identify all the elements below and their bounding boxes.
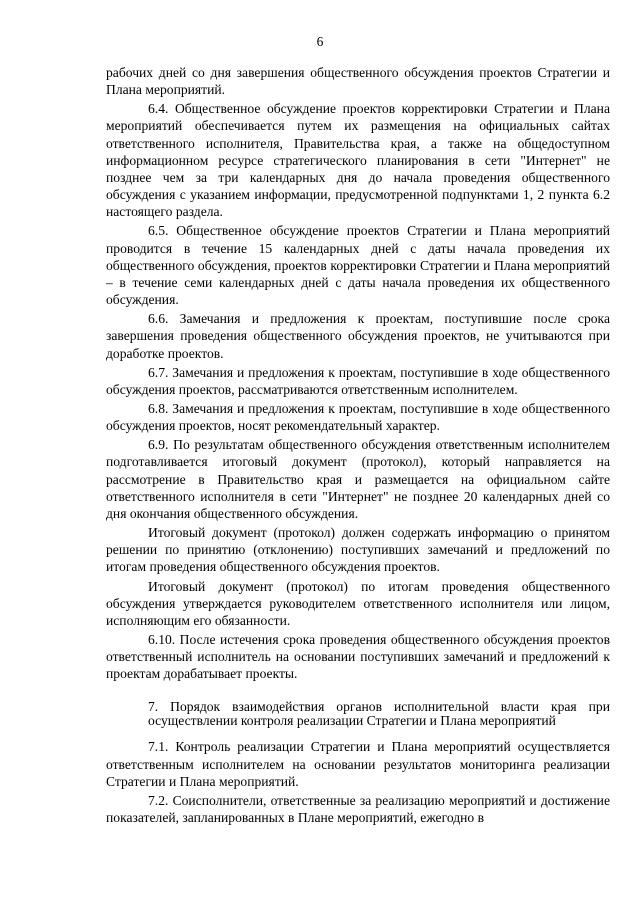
paragraph-protocol-content: Итоговый документ (протокол) должен содержать информацию о принятом решении по принятию (отклонению) поступивших замечаний и предложений по итогам проведения общественного обсуждения проектов. xyxy=(106,525,610,575)
page-number: 6 xyxy=(316,34,324,49)
paragraph-6-6: 6.6. Замечания и предложения к проектам, поступившие после срока завершения проведения общественного обсуждения проектов, не учитываются при доработке проектов. xyxy=(106,311,610,361)
paragraph-continuation: рабочих дней со дня завершения общественного обсуждения проектов Стратегии и Плана мероприятий. xyxy=(106,65,610,98)
paragraph-7-1: 7.1. Контроль реализации Стратегии и Плана мероприятий осуществляется ответственным исполнителем на основании результатов мониторинга реализации Стратегии и Плана мероприятий. xyxy=(106,739,610,789)
paragraph-6-7: 6.7. Замечания и предложения к проектам, поступившие в ходе общественного обсуждения проектов, рассматриваются ответственным исполнителем. xyxy=(106,364,610,397)
paragraph-6-5: 6.5. Общественное обсуждение проектов Стратегии и Плана мероприятий проводится в течение 15 календарных дней с даты начала проведения их общественного обсуждения, проектов корректировки Стратегии и Плана мероприятий – в течение семи календарных дней с даты начала проведения их общественного обсуждения. xyxy=(106,223,610,308)
paragraph-7-2: 7.2. Соисполнители, ответственные за реализацию мероприятий и достижение показателей, запланированных в Плане мероприятий, ежегодно в xyxy=(106,792,610,826)
paragraph-6-8: 6.8. Замечания и предложения к проектам, поступившие в ходе общественного обсуждения проектов, носят рекомендательный характер. xyxy=(106,400,610,434)
paragraph-6-4: 6.4. Общественное обсуждение проектов корректировки Стратегии и Плана мероприятий обеспечивается путем их размещения на официальных сайтах ответственного исполнителя, Правительства края, а также на общедоступном информационном ресурсе стратегического планирования в сети "Интернет" не позднее чем за три календарных дня до начала проведения общественного обсуждения с указанием информации, предусмотренной подпунктами 1, 2 пункта 6.2 настоящего раздела. xyxy=(106,101,610,220)
paragraph-6-9: 6.9. По результатам общественного обсуждения ответственным исполнителем подготавливается итоговый документ (протокол), который направляется на рассмотрение в Правительство края и размещается на официальном сайте ответственного исполнителя в сети "Интернет" не позднее 20 календарных дней со дня окончания общественного обсуждения. xyxy=(106,437,610,521)
paragraph-6-10: 6.10. После истечения срока проведения общественного обсуждения проектов ответственный исполнитель на основании поступивших замечаний и предложений к проектам дорабатывает проекты. xyxy=(106,632,610,682)
document-body xyxy=(106,64,610,828)
paragraph-protocol-approval: Итоговый документ (протокол) по итогам проведения общественного обсуждения утверждается руководителем ответственного исполнителя или лицом, исполняющим его обязанности. xyxy=(106,578,610,628)
section-heading: 7. Порядок взаимодействия органов исполнительной власти края при осуществлении контроля реализации Стратегии и Плана мероприятий xyxy=(148,699,610,729)
